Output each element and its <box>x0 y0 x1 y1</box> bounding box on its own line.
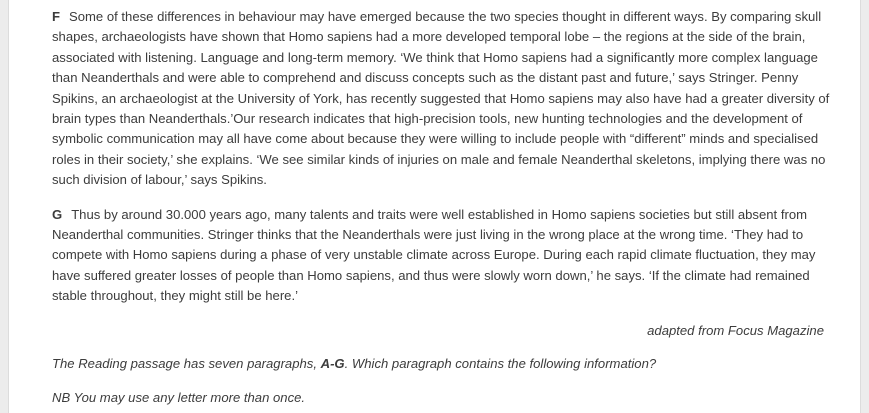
question-instruction <box>52 354 832 374</box>
paragraph-letter: F <box>52 9 60 24</box>
instruction-note: NB You may use any letter more than once. <box>52 389 306 405</box>
instruction-text-start: The Reading passage has seven paragraphs, <box>52 356 321 372</box>
paragraph-g <box>52 205 832 307</box>
right-frame-edge <box>860 0 869 413</box>
reading-passage <box>52 7 832 413</box>
instruction-text-end: . Which paragraph contains the following information? <box>344 356 657 372</box>
left-frame-edge <box>0 0 9 413</box>
paragraph-range: A-G <box>320 356 345 372</box>
paragraph-text: Thus by around 30.000 years ago, many talents and traits were well established in Homo sapiens societies but still absent from Neanderthal communities. Stringer thinks that the Neanderthals were just living in the wrong place at the wrong time. ‘They had to compete with Homo sapiens during a phase of very unstable climate across Europe. During each rapid climate fluctuation, they may have suffered greater losses of people than Homo sapiens, and thus were slowly worn down,’ he says. ‘If the climate had remained stable throughout, they might still be here.’ <box>52 206 816 304</box>
paragraph-text: Some of these differences in behaviour may have emerged because the two species thought in different ways. By comparing skull shapes, archaeologists have shown that Homo sapiens had a more developed temporal lobe – the regions at the side of the brain, associated with listening. Language and long-term memory. ‘We think that Homo sapiens had a significantly more complex language than Neanderthals and were able to comprehend and discuss concepts such as the distant past and future,’ says Stringer. Penny Spikins, an archaeologist at the University of York, has recently suggested that Homo sapiens may also have had a greater diversity of brain types than Neanderthals.’Our research indicates that high-precision tools, new hunting technologies and the development of symbolic communication may all have come about because they were willing to include people with “different” minds and specialised roles in their society,’ she explains. ‘We see similar kinds of injuries on male and female Neanderthal skeletons, implying there was no such division of labour,’ says Spikins. <box>52 9 830 188</box>
paragraph-f <box>52 7 832 191</box>
source-attribution: adapted from Focus Magazine <box>647 322 824 338</box>
paragraph-letter: G <box>52 206 63 222</box>
